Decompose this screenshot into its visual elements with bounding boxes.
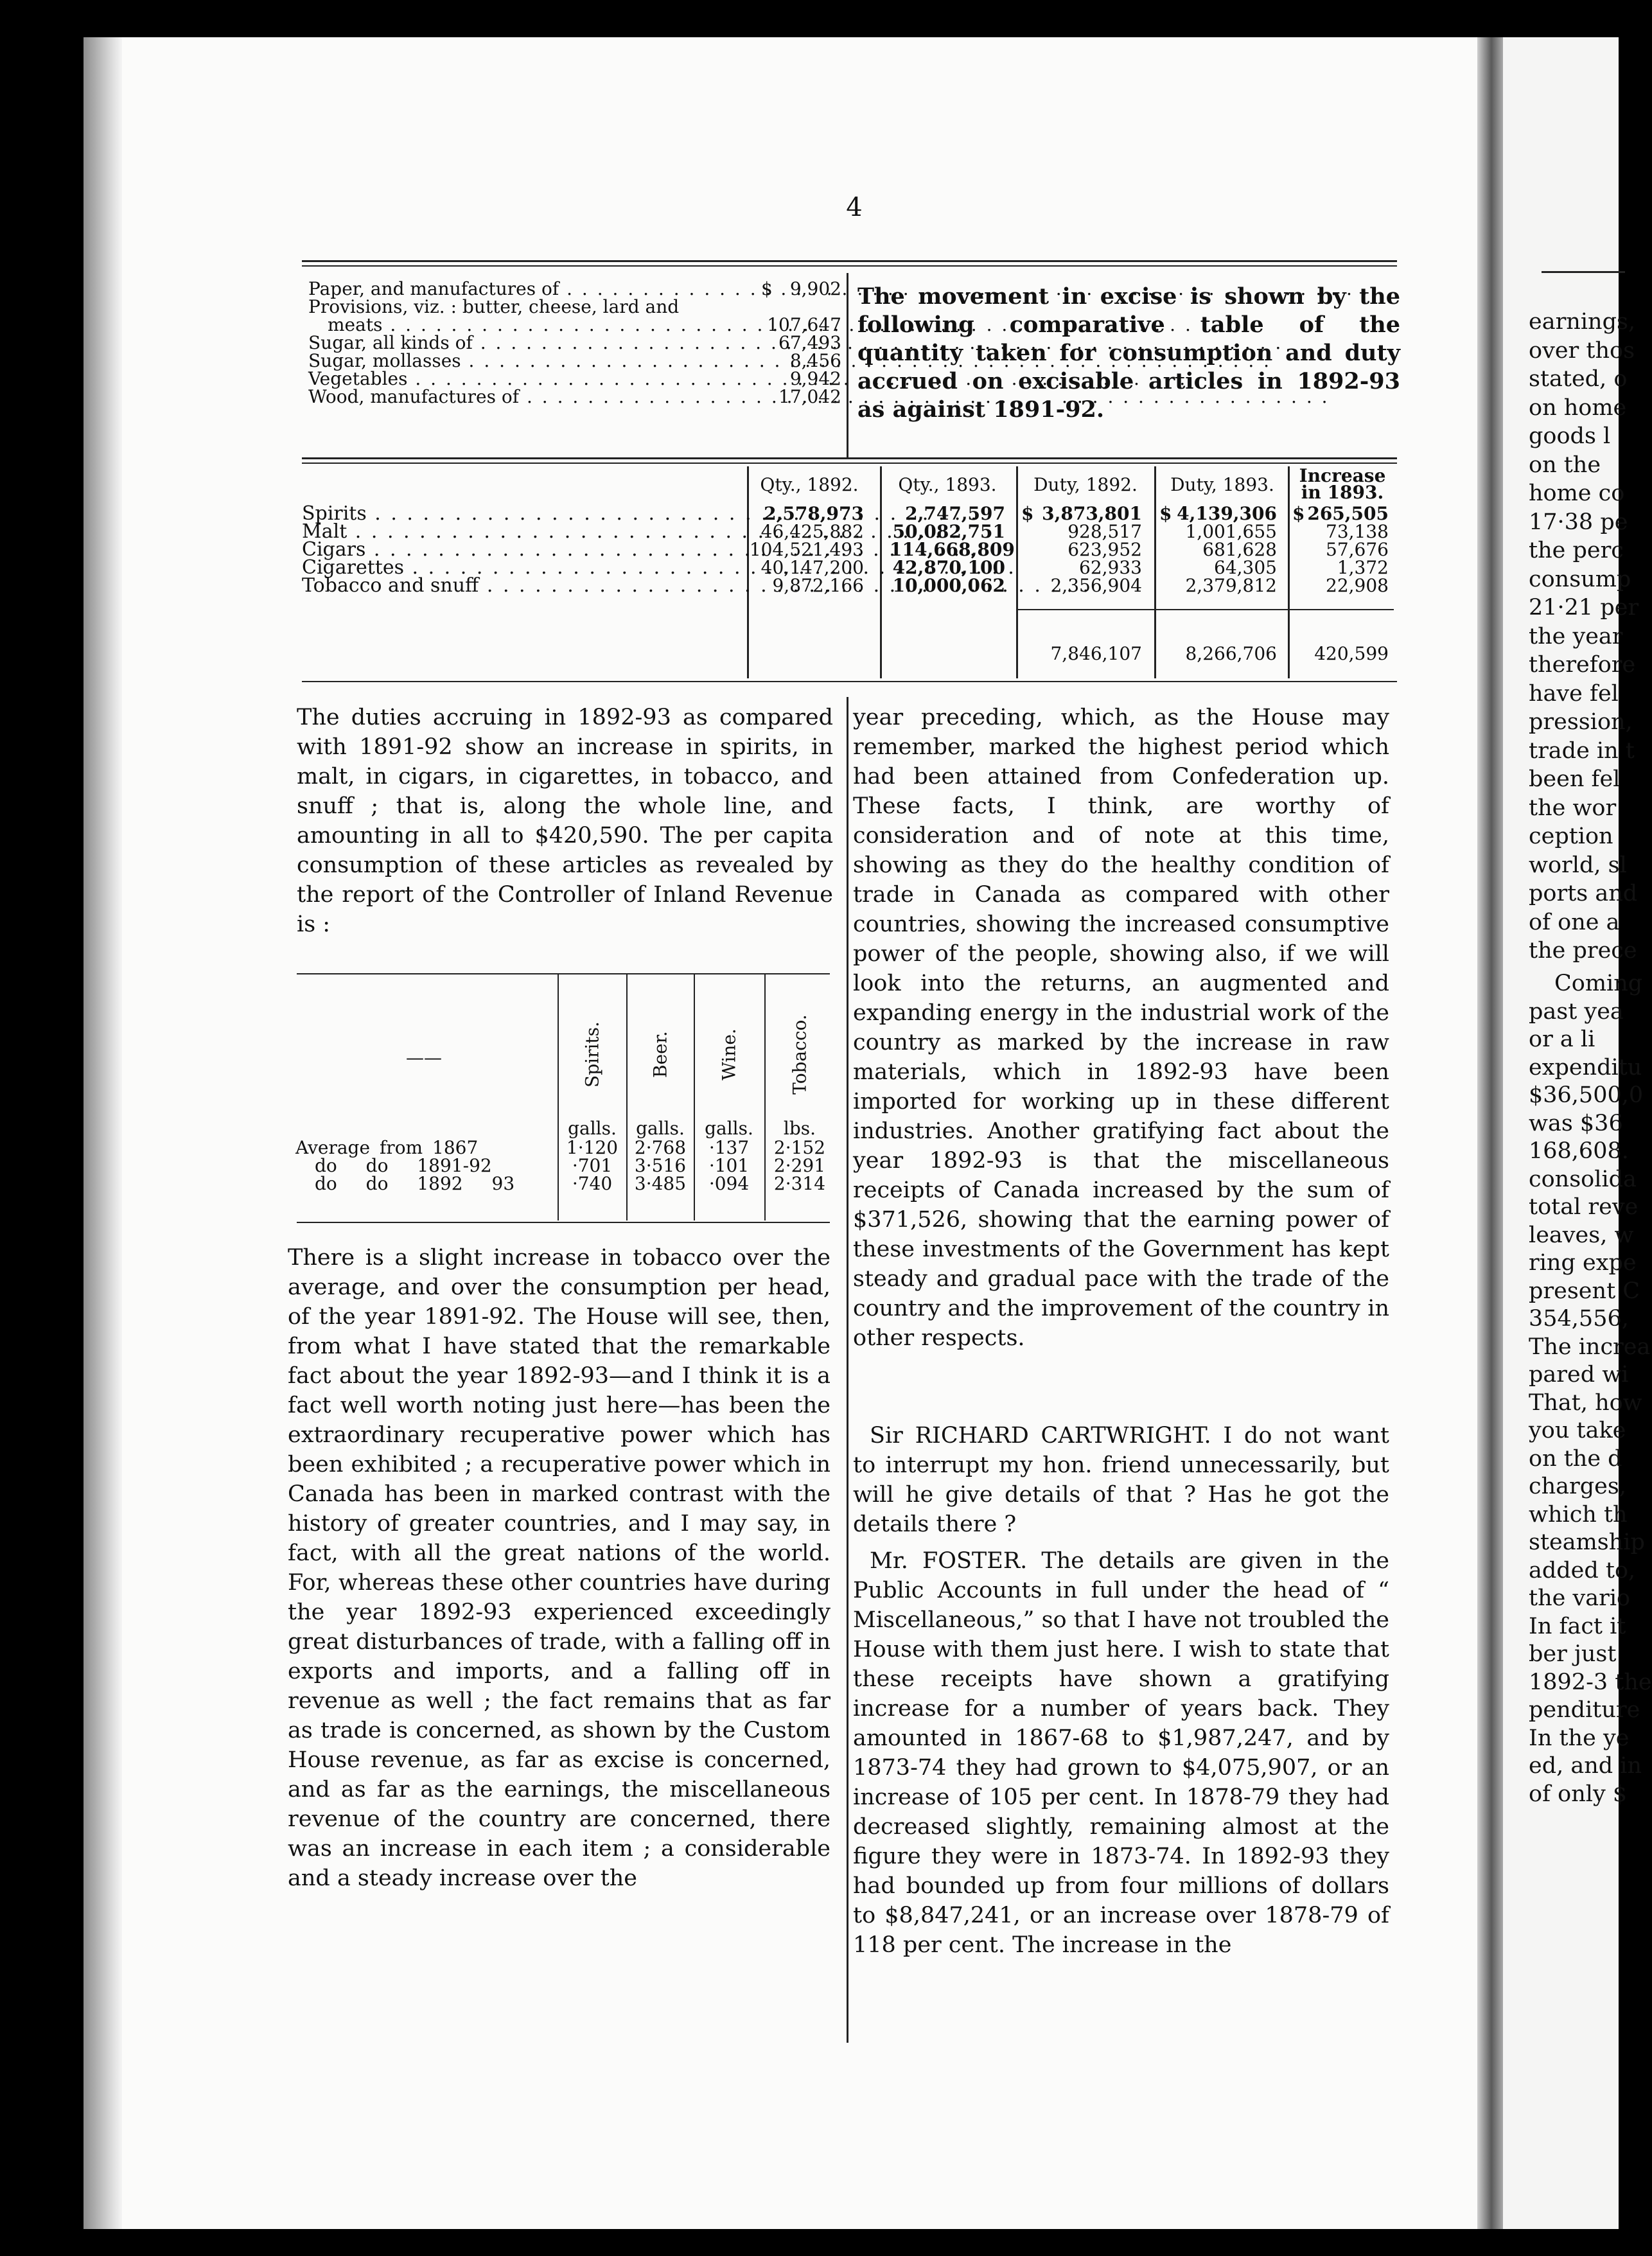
- imports-list: [308, 280, 841, 406]
- page-number: 4: [846, 193, 863, 222]
- header-rule-1: [302, 260, 1397, 262]
- adjacent-page-line: present C: [1529, 1278, 1640, 1304]
- excise-cell: 50,082,751: [892, 521, 1005, 542]
- excise-column-header: Qty., 1892.: [760, 474, 859, 495]
- imports-row: [308, 280, 841, 298]
- adjacent-page-line: leaves, w: [1529, 1222, 1634, 1248]
- adjacent-page-line: or a li: [1529, 1027, 1595, 1052]
- adjacent-page-line: on the d: [1529, 1445, 1622, 1472]
- excise-cell: 1,372: [1337, 557, 1389, 578]
- scan-border-bottom: [0, 2229, 1644, 2256]
- imports-value: 9,942: [789, 368, 841, 389]
- table-rule-top-2: [302, 463, 1397, 464]
- excise-row-label: Cigarettes . . .: [302, 559, 742, 577]
- excise-cell: 62,933: [1079, 557, 1142, 578]
- adjacent-page-line: past yea: [1529, 998, 1624, 1025]
- adjacent-page-line: 354,556,: [1529, 1306, 1629, 1332]
- table-column-rule: [1016, 466, 1018, 678]
- excise-cell: 681,628: [1202, 539, 1277, 560]
- adjacent-page-line: of only $: [1529, 1781, 1628, 1807]
- pc-column-header: Wine.: [718, 1028, 740, 1080]
- table-rule-bottom: [302, 681, 1397, 682]
- header-rule-2: [302, 265, 1397, 267]
- excise-cell: 57,676: [1326, 539, 1389, 560]
- excise-cell: 1,001,655: [1185, 521, 1277, 542]
- excise-cell: 265,505: [1307, 503, 1389, 524]
- pc-row-label: Average from 1867: [295, 1137, 479, 1158]
- pc-unit: galls.: [568, 1118, 617, 1139]
- adjacent-page-line: you take: [1529, 1418, 1626, 1443]
- adjacent-page-line: penditure: [1529, 1697, 1640, 1723]
- pc-column-rule: [626, 973, 628, 1221]
- pc-column-header: Spirits.: [581, 1021, 603, 1088]
- excise-column-header: Increase in 1893.: [1299, 465, 1386, 503]
- imports-row: [308, 388, 841, 406]
- excise-row-label: Spirits . . .: [302, 505, 742, 523]
- pc-dash: ——: [406, 1047, 442, 1068]
- adjacent-page-line: been fel: [1529, 766, 1621, 792]
- gutter-shadow: [83, 37, 122, 2229]
- adjacent-page-line: goods l: [1529, 423, 1611, 449]
- excise-cell: 2,379,812: [1185, 575, 1277, 596]
- pc-cell: 2·314: [773, 1173, 826, 1194]
- imports-label: Provisions, viz. : butter, cheese, lard and: [308, 296, 680, 317]
- imports-value: 107,647: [767, 314, 841, 335]
- pc-cell: ·101: [708, 1155, 750, 1176]
- pc-cell: ·137: [708, 1137, 750, 1158]
- pc-row-label: do do 1891-92: [315, 1155, 492, 1176]
- adjacent-page-line: have fel: [1529, 680, 1619, 707]
- excise-column-header: Qty., 1893.: [898, 474, 997, 495]
- excise-cell: 623,952: [1068, 539, 1142, 560]
- adjacent-page-line: In the ye: [1529, 1725, 1630, 1751]
- pc-column-header: Tobacco.: [789, 1014, 811, 1095]
- excise-cell: 2,747,597: [905, 503, 1005, 524]
- pc-column-header: Beer.: [649, 1031, 671, 1078]
- table-column-rule: [1154, 466, 1156, 678]
- pc-cell: ·094: [708, 1173, 750, 1194]
- excise-row-label: Tobacco and snuff . . .: [302, 577, 742, 595]
- pc-row-label: do do 1892 93: [315, 1173, 515, 1194]
- excise-cell: 22,908: [1326, 575, 1389, 596]
- left-paragraph-2: There is a slight increase in tobacco over the average, and over the consumption per head, of the year 1891-92. The House will see, then, from what I have stated that the remarkable fact about the year 1892-93—and I think it is a fact well worth noting just here—has been the extraordinary recuperative power which has been exhibited ; a recuperative power which in Canada has been in marked contrast with the history of greater countries, and I may say, in fact, with all the great nations of the world. For, whereas these other countries have during the year 1892-93 experienced exceedingly great disturbances of trade, with a falling off in exports and imports, and a falling off in revenue as well ; the fact remains that as far as trade is concerned, as shown by the Custom House revenue, as far as excise is concerned, and as far as the earnings, the miscellaneous revenue of the country are concerned, there was an increase in each item ; a considerable and a steady increase over the: [288, 1245, 830, 1891]
- adjacent-page-line: on home: [1529, 394, 1627, 421]
- imports-label: Vegetables . . .: [308, 370, 758, 388]
- excise-cell: 9,872,166: [772, 575, 864, 596]
- adjacent-page-line: steamship: [1529, 1529, 1645, 1555]
- excise-total: 8,266,706: [1185, 643, 1277, 664]
- excise-total-rule: [1018, 609, 1394, 610]
- adjacent-page-line: ception: [1529, 824, 1613, 849]
- adjacent-page-line: home co: [1529, 480, 1625, 506]
- adjacent-page-line: which th: [1529, 1501, 1628, 1528]
- pc-cell: ·701: [572, 1155, 613, 1176]
- imports-label: meats . . .: [308, 316, 758, 334]
- pc-cell: 2·768: [634, 1137, 687, 1158]
- pc-unit: galls.: [705, 1118, 753, 1139]
- imports-row: [308, 298, 841, 316]
- imports-value: 17,042: [778, 386, 841, 407]
- adjacent-page-line: pared wi: [1529, 1362, 1629, 1388]
- adjacent-page-line: of one a: [1529, 909, 1620, 935]
- excise-cell: 64,305: [1214, 557, 1277, 578]
- scan-border-left: [0, 0, 83, 2256]
- imports-dollar: $: [761, 278, 773, 299]
- adjacent-page-line: added to,: [1529, 1557, 1636, 1583]
- adjacent-page-line: on the: [1529, 452, 1601, 478]
- excise-cell: 114,668,809: [890, 539, 1015, 560]
- adjacent-page-line: therefore: [1529, 652, 1636, 678]
- adjacent-page-line: $36,500,0: [1529, 1082, 1644, 1108]
- imports-row: [308, 352, 841, 370]
- imports-label: Paper, and manufactures of . . .: [308, 280, 758, 298]
- adjacent-page-line: 21·21 per: [1529, 595, 1639, 621]
- scan-border-top: [0, 0, 1644, 37]
- excise-total: 420,599: [1314, 643, 1389, 664]
- pc-cell: 2·152: [773, 1137, 826, 1158]
- excise-row-label: Cigars . . .: [302, 541, 742, 559]
- right-paragraph-3: Mr. FOSTER. The details are given in the Public Accounts in full under the head of “ Miscellaneous,” so that I have not troubled the House with them just here. I wish to state that these receipts have shown a gratifying increase for a number of years back. They amounted in 1867-68 to $1,987,247, and by 1873-74 they had grown to $4,075,907, or an increase of 105 per cent. In 1878-79 they had decreased slightly, remaining almost at the figure they were in 1873-74. In 1892-93 they had bounded up from four millions of dollars to $8,847,241, or an increase over 1878-79 of 118 per cent. The increase in the: [853, 1548, 1389, 1958]
- adjacent-page-line: the prece: [1529, 938, 1637, 964]
- adjacent-page-line: over thos: [1529, 337, 1635, 364]
- imports-value: 67,493: [778, 332, 841, 353]
- pc-column-rule: [558, 973, 559, 1221]
- imports-row: [308, 370, 841, 388]
- table-rule-top-1: [302, 457, 1397, 459]
- excise-cell: 73,138: [1326, 521, 1389, 542]
- excise-cell: 2,356,904: [1050, 575, 1142, 596]
- excise-dollar-sign: $: [1021, 503, 1034, 524]
- adjacent-page: [1503, 37, 1652, 2229]
- adjacent-page-line: was $36: [1529, 1110, 1623, 1136]
- excise-cell: 40,147,200: [760, 557, 864, 578]
- adjacent-page-line: stated, o: [1529, 366, 1628, 392]
- pc-unit: lbs.: [783, 1118, 816, 1139]
- adjacent-page-line: world, sl: [1529, 852, 1627, 878]
- adjacent-page-line: the wor: [1529, 795, 1617, 821]
- adjacent-page-line: In fact it: [1529, 1613, 1626, 1639]
- adjacent-page-line: The increa: [1529, 1334, 1651, 1360]
- adjacent-page-line: ring expe: [1529, 1250, 1637, 1276]
- imports-value: 9,902: [789, 278, 841, 299]
- imports-value: 8,456: [789, 350, 841, 371]
- excise-column-header: Duty, 1892.: [1033, 474, 1138, 495]
- pc-cell: 3·485: [634, 1173, 687, 1194]
- excise-total: 7,846,107: [1050, 643, 1142, 664]
- excise-cell: 104,521,493: [749, 539, 864, 560]
- table-column-rule: [1288, 466, 1290, 678]
- pc-column-rule: [764, 973, 766, 1221]
- right-paragraph-1: year preceding, which, as the House may remember, marked the highest period which had been attained from Confederation up. These facts, I think, are worthy of consideration and of note at this time, showing as they do the healthy condition of trade in Canada as compared with other countries, showing the increased consumptive power of the people, showing also, if we will look into the returns, an augmented and expanding energy in the industrial work of the country as marked by the increase in raw materials, which in 1892-93 have been imported for working up in these different industries. Another gratifying fact about the year 1892-93 is that the miscellaneous receipts of Canada increased by the sum of $371,526, showing that the earning power of these investments of the Government has kept steady and gradual pace with the trade of the country and the improvement of the country in other respects.: [853, 705, 1389, 1351]
- right-paragraph-2: Sir RICHARD CARTWRIGHT. I do not want to interrupt my hon. friend unnecessarily, but will he give details of that ? Has he got the details there ?: [853, 1423, 1389, 1537]
- pc-column-rule: [694, 973, 695, 1221]
- excise-intro: The movement in excise is shown by the following comparative table of the quantity taken for consumption and duty accrued on excisable articles in 1892-93 as against 1891-92.: [857, 283, 1400, 423]
- imports-label: Wood, manufactures of . . .: [308, 388, 758, 406]
- pc-unit: galls.: [636, 1118, 685, 1139]
- adjacent-page-line: consolida: [1529, 1166, 1637, 1192]
- adjacent-page-line: Coming: [1554, 971, 1643, 996]
- excise-dollar-sign: $: [1159, 503, 1172, 524]
- excise-cell: 3,873,801: [1042, 503, 1142, 524]
- pc-cell: 3·516: [634, 1155, 687, 1176]
- adjacent-page-line: ed, and in: [1529, 1753, 1642, 1779]
- pc-cell: ·740: [572, 1173, 613, 1194]
- imports-label: Sugar, all kinds of . . .: [308, 334, 758, 352]
- excise-cell: 10,000,062: [892, 575, 1005, 596]
- adjacent-page-line: consump: [1529, 566, 1631, 592]
- adjacent-page-line: 17·38 pe: [1529, 509, 1628, 535]
- pc-cell: 1·120: [566, 1137, 619, 1158]
- excise-table: [302, 466, 1397, 678]
- imports-label: Sugar, mollasses . . .: [308, 352, 758, 370]
- excise-row-label: Malt . . .: [302, 523, 742, 541]
- left-paragraph-1: The duties accruing in 1892-93 as compared with 1891-92 show an increase in spirits, in malt, in cigars, in cigarettes, in tobacco, and snuff ; that is, along the whole line, and amounting in all to $420,590. The per capita consumption of these articles as revealed by the report of the Controller of Inland Revenue is :: [297, 705, 833, 937]
- excise-cell: 42,870,100: [892, 557, 1005, 578]
- adjacent-page-line: the perc: [1529, 538, 1624, 563]
- column-divider-top: [847, 273, 848, 459]
- page-fold: [1477, 37, 1503, 2229]
- adjacent-page-line: the year: [1529, 623, 1623, 649]
- adjacent-page-line: That, how: [1529, 1389, 1642, 1416]
- excise-cell: 928,517: [1068, 521, 1142, 542]
- adjacent-page-line: trade in t: [1529, 737, 1635, 764]
- adjacent-page-line: 1892-3 the: [1529, 1669, 1652, 1695]
- adjacent-header-rule: [1542, 271, 1625, 273]
- pc-cell: 2·291: [773, 1155, 826, 1176]
- imports-row: [308, 334, 841, 352]
- adjacent-page-line: earnings,: [1529, 309, 1636, 335]
- excise-cell: 2,578,973: [764, 503, 864, 524]
- imports-row: [308, 316, 841, 334]
- adjacent-page-line: the vario: [1529, 1585, 1631, 1611]
- column-divider-main: [847, 697, 848, 2043]
- per-capita-table: [295, 973, 829, 1217]
- adjacent-page-line: total reve: [1529, 1194, 1639, 1220]
- adjacent-page-line: expenditu: [1529, 1054, 1642, 1080]
- pc-table-rule-bottom: [297, 1222, 830, 1223]
- adjacent-page-line: charges,: [1529, 1474, 1626, 1499]
- excise-cell: 46,425,882: [760, 521, 864, 542]
- adjacent-page-line: pression,: [1529, 709, 1633, 735]
- adjacent-page-line: ber just: [1529, 1641, 1617, 1667]
- excise-cell: 4,139,306: [1177, 503, 1277, 524]
- adjacent-page-line: ports and: [1529, 881, 1638, 906]
- excise-column-header: Duty, 1893.: [1170, 474, 1274, 495]
- excise-dollar-sign: $: [1292, 503, 1305, 524]
- adjacent-page-line: 168,608.: [1529, 1138, 1629, 1164]
